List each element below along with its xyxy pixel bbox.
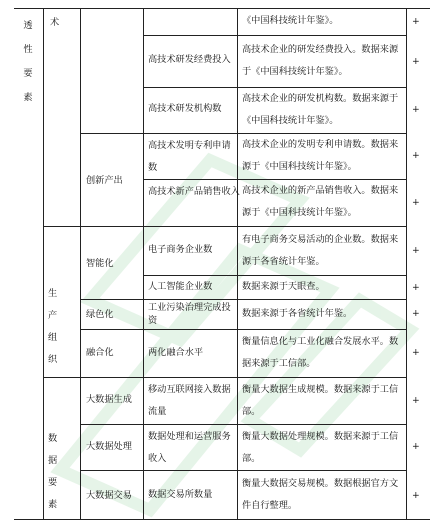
row-rule bbox=[43, 226, 406, 227]
subcategory-label: 融合化 bbox=[86, 347, 114, 358]
row-rule bbox=[80, 299, 406, 300]
table-top-rule bbox=[14, 8, 430, 9]
subcategory-label: 智能化 bbox=[86, 258, 114, 269]
table-bottom-rule bbox=[14, 519, 430, 520]
description-cell: 有电子商务交易活动的企业数。数据来源于各省统计年鉴。 bbox=[242, 234, 399, 267]
direction-mark: + bbox=[412, 395, 420, 406]
indicator-cell: 数据交易所数量 bbox=[148, 489, 213, 500]
column-rule bbox=[143, 8, 144, 520]
description-cell: 数据来源于各省统计年鉴。 bbox=[242, 308, 353, 319]
direction-mark: + bbox=[412, 490, 420, 501]
direction-mark: + bbox=[412, 308, 420, 319]
column-rule bbox=[237, 8, 238, 520]
indicator-cell: 高技术研发机构数 bbox=[148, 103, 222, 114]
direction-mark: + bbox=[412, 56, 420, 67]
indicator-cell: 电子商务企业数 bbox=[148, 244, 213, 255]
row-rule bbox=[43, 377, 406, 378]
direction-mark: + bbox=[412, 104, 420, 115]
direction-mark: + bbox=[412, 150, 420, 161]
row-rule bbox=[80, 424, 406, 425]
description-cell: 数据来源于天眼查。 bbox=[242, 281, 325, 292]
direction-mark: + bbox=[412, 282, 420, 293]
direction-mark: + bbox=[412, 245, 420, 256]
description-cell: 高技术企业的研发经费投入。数据来源于《中国科技统计年鉴》。 bbox=[242, 44, 399, 77]
row-rule bbox=[80, 470, 406, 471]
description-cell: 高技术企业的新产品销售收入。数据来源于《中国科技统计年鉴》。 bbox=[242, 185, 399, 218]
row-rule bbox=[143, 35, 406, 36]
indicator-cell: 高技术研发经费投入 bbox=[148, 54, 231, 65]
subcategory-label: 绿色化 bbox=[86, 309, 114, 320]
category-label: 术 bbox=[50, 17, 60, 28]
description-cell: 《中国科技统计年鉴》。 bbox=[242, 15, 339, 26]
row-rule bbox=[80, 329, 406, 330]
direction-mark: + bbox=[412, 197, 420, 208]
direction-mark: + bbox=[412, 16, 420, 27]
category-label: 生产组织 bbox=[48, 288, 66, 365]
subcategory-label: 大数据交易 bbox=[86, 490, 132, 501]
indicator-cell: 高技术发明专利申请数 bbox=[148, 140, 231, 173]
subcategory-label: 创新产出 bbox=[86, 175, 123, 186]
description-cell: 衡量大数据生成规模。数据来源于工信部。 bbox=[242, 384, 399, 417]
category-label: 数据要素 bbox=[48, 433, 64, 510]
direction-mark: + bbox=[412, 441, 420, 452]
indicator-cell: 移动互联网接入数据流量 bbox=[148, 384, 231, 417]
indicator-cell: 数据处理和运营服务收入 bbox=[148, 431, 231, 464]
direction-mark: + bbox=[412, 347, 420, 358]
subcategory-label: 大数据生成 bbox=[86, 394, 132, 405]
description-cell: 衡量信息化与工业化融合发展水平。数据来源于工信部。 bbox=[242, 336, 399, 369]
indicator-cell: 工业污染治理完成投资 bbox=[148, 302, 231, 326]
column-rule bbox=[80, 8, 81, 520]
indicator-cell: 人工智能企业数 bbox=[148, 281, 213, 292]
description-cell: 衡量大数据交易规模。数据根据官方文件自行整理。 bbox=[242, 478, 399, 511]
description-cell: 衡量大数据处理规模。数据来源于工信部。 bbox=[242, 431, 399, 464]
description-cell: 高技术企业的发明专利申请数。数据来源于《中国科技统计年鉴》。 bbox=[242, 139, 399, 172]
description-cell: 高技术企业的研发机构数。数据来源于《中国科技统计年鉴》。 bbox=[242, 93, 399, 126]
indicator-cell: 两化融合水平 bbox=[148, 347, 204, 358]
indicator-cell: 高技术新产品销售收入 bbox=[148, 186, 240, 197]
subcategory-label: 大数据处理 bbox=[86, 441, 132, 452]
column-rule bbox=[43, 8, 44, 520]
side-label: 透性要素 bbox=[23, 20, 33, 103]
column-rule bbox=[406, 8, 407, 520]
